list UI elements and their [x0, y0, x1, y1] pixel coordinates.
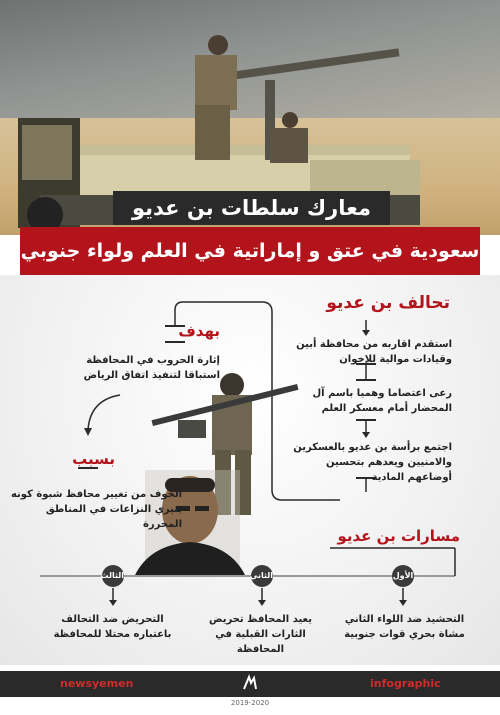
path-step-2-text: يعيد المحافظ تحريض الثارات القبلية في المحافظة	[209, 614, 312, 655]
path-step-1-text: التحشيد ضد اللواء الثاني مشاة بحري قوات جنوبية	[344, 614, 465, 640]
path-step-2-badge: الثاني	[251, 565, 273, 587]
goal-text: إثارة الحروب في المحافظة استباقا لتنفيذ اتفاق الرياض	[83, 355, 220, 381]
alliance-item-3: اجتمع برأسة بن عديو بالعسكرين والامنيين ويعدهم بتحسين أوضاعهم المادية	[293, 442, 452, 483]
page-subtitle: سعودية في عتق و إماراتية في العلم ولواء جنوبي	[20, 227, 480, 275]
alliance-item-1: استقدم اقاربه من محافظة أبين وقيادات موالية للإخوان	[296, 339, 452, 365]
path-step-3-text: التحريض ضد التحالف باعتباره محتلا للمحافظة	[53, 614, 172, 640]
alliance-heading: تحالف بن عديو	[326, 293, 450, 313]
alliance-item-2: رعى اعتصاما وهميا باسم آل المحضار أمام معسكر العلم	[312, 388, 452, 414]
page-title: معارك سلطات بن عديو	[113, 191, 390, 225]
footer-brand: newsyemen	[60, 677, 134, 690]
footer-label: infographic	[370, 677, 441, 690]
footer	[0, 665, 500, 715]
reason-text: الخوف من تغيير محافظ شبوة كونه يثيري النزاعات في المناطق المحررة	[10, 489, 182, 530]
path-step-1-badge: الأول	[392, 565, 414, 587]
goal-heading: بهدف	[178, 322, 220, 340]
brand-logo-icon	[240, 673, 260, 693]
reason-heading: بسبب	[72, 450, 115, 468]
footer-year: 2019-2020	[230, 699, 270, 707]
paths-heading: مسارات بن عديو	[337, 527, 460, 545]
path-step-3-badge: الثالث	[102, 565, 124, 587]
